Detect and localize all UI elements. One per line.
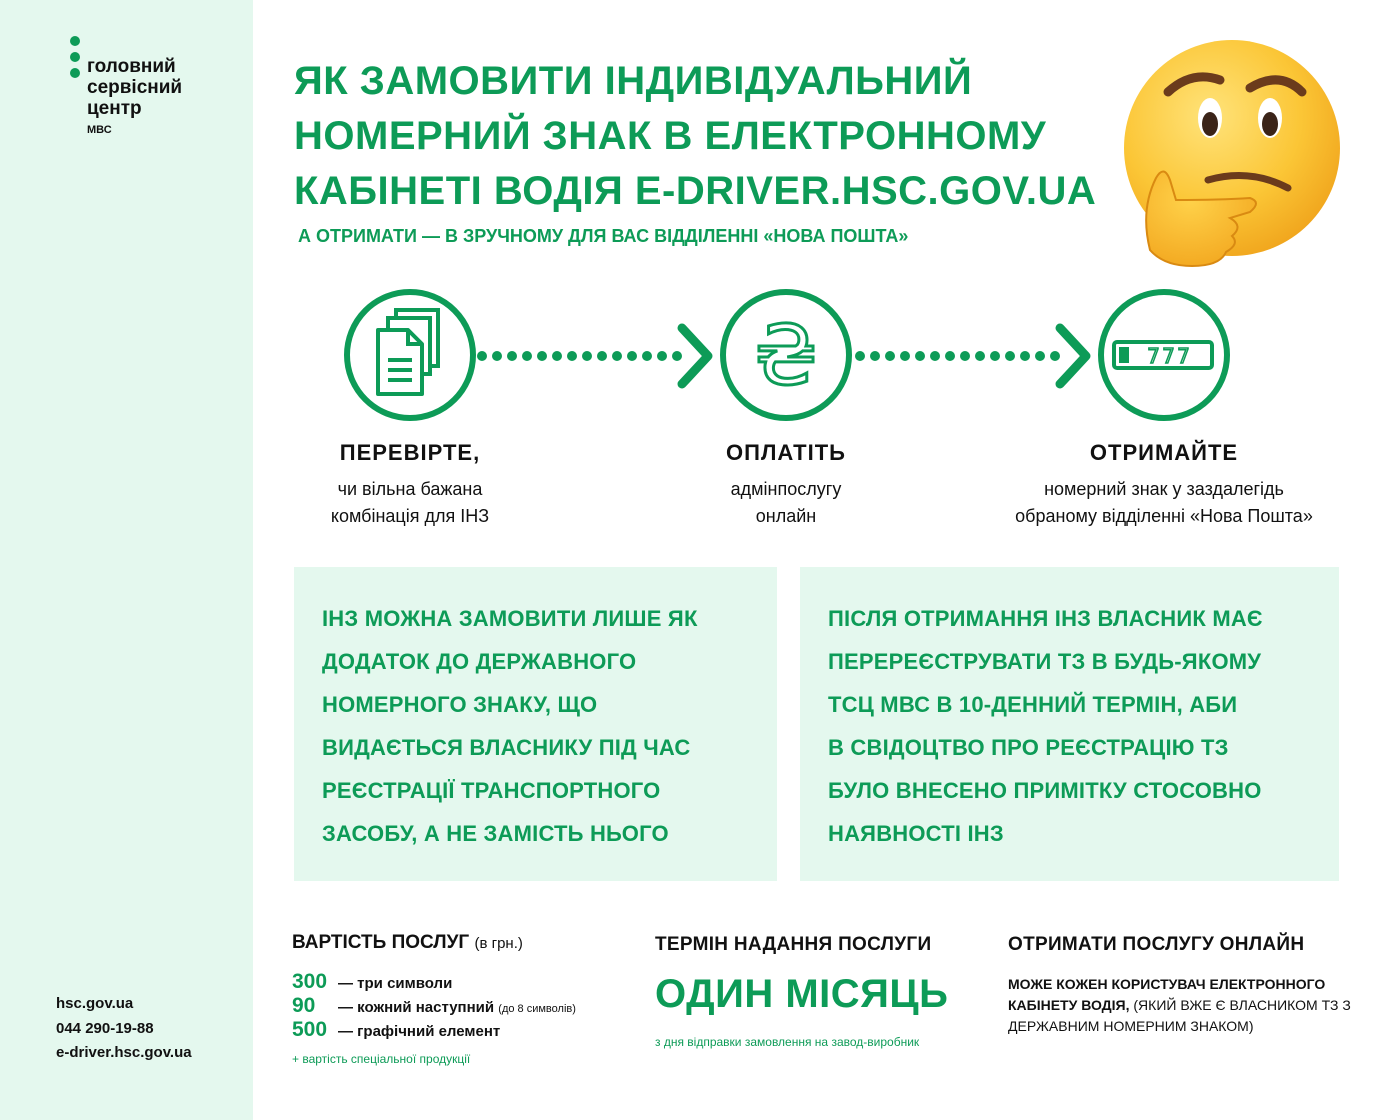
logo-line-2: сервісний <box>87 77 183 98</box>
cost-unit: (в грн.) <box>474 935 523 952</box>
term-note: з дня відправки замовлення на завод-виробник <box>655 1035 920 1049</box>
step-pay-line-2: онлайн <box>755 506 817 526</box>
step-check <box>300 440 520 530</box>
panel-left-line: ІНЗ МОЖНА ЗАМОВИТИ ЛИШЕ ЯК <box>322 606 698 631</box>
step-pay-title: ОПЛАТІТЬ <box>726 440 846 465</box>
step-1-documents-icon <box>347 292 473 418</box>
contact-cabinet-link[interactable]: e-driver.hsc.gov.ua <box>56 1044 192 1061</box>
contact-phone[interactable]: 044 290-19-88 <box>56 1019 154 1037</box>
logo-sub: МВС <box>87 124 112 136</box>
cost-title-text: ВАРТІСТЬ ПОСЛУГ <box>292 932 470 953</box>
panel-right-line: ПІСЛЯ ОТРИМАННЯ ІНЗ ВЛАСНИК МАЄ <box>828 606 1263 631</box>
panel-right-line: НАЯВНОСТІ ІНЗ <box>828 821 1004 846</box>
cost-row <box>292 994 622 1018</box>
contact-site-link[interactable]: hsc.gov.ua <box>56 995 134 1012</box>
cost-title <box>292 932 622 954</box>
title-line-2: НОМЕРНИЙ ЗНАК В ЕЛЕКТРОННОМУ <box>294 114 1047 158</box>
thinking-face-emoji-icon <box>1120 40 1345 270</box>
online-text-rest: (ЯКИЙ ВЖЕ Є ВЛАСНИКОМ ТЗ З ДЕРЖАВНИМ НОМЕРНИМ ЗНАКОМ) <box>1008 997 1351 1034</box>
step-pay-line-1: адмінпослугу <box>730 479 842 499</box>
panel-right-line: БУЛО ВНЕСЕНО ПРИМІТКУ СТОСОВНО <box>828 778 1262 803</box>
arrow-dots-2 <box>855 351 1060 361</box>
panel-left-line: ВИДАЄТЬСЯ ВЛАСНИКУ ПІД ЧАС <box>322 735 691 760</box>
cost-desc-small: (до 8 символів) <box>498 1003 576 1015</box>
step-check-line-1: чи вільна бажана <box>337 479 483 499</box>
logo-text <box>87 56 227 119</box>
step-pay <box>676 440 896 530</box>
term-section <box>655 934 975 1049</box>
title-line-1: ЯК ЗАМОВИТИ ІНДИВІДУАЛЬНИЙ <box>294 59 973 103</box>
cost-value: 300 <box>292 970 328 993</box>
term-title: ТЕРМІН НАДАННЯ ПОСЛУГИ <box>655 934 932 955</box>
contacts <box>56 992 192 1066</box>
step-receive-line-2: обраному відділенні «Нова Пошта» <box>1015 506 1313 526</box>
info-panel-right <box>800 567 1339 881</box>
page-subtitle: А ОТРИМАТИ — В ЗРУЧНОМУ ДЛЯ ВАС ВІДДІЛЕННІ «НОВА ПОШТА» <box>298 226 909 246</box>
step-check-title: ПЕРЕВІРТЕ, <box>339 440 481 465</box>
cost-desc: — графічний елемент <box>338 1023 501 1040</box>
panel-left-line: НОМЕРНОГО ЗНАКУ, ЩО <box>322 692 598 717</box>
panel-left-line: ДОДАТОК ДО ДЕРЖАВНОГО <box>322 649 637 674</box>
steps-diagram <box>330 280 1250 430</box>
logo-line-1: головний <box>87 56 176 77</box>
online-title: ОТРИМАТИ ПОСЛУГУ ОНЛАЙН <box>1008 934 1305 955</box>
panel-left-line: РЕЄСТРАЦІЇ ТРАНСПОРТНОГО <box>322 778 661 803</box>
term-value: ОДИН МІСЯЦЬ <box>655 972 949 1016</box>
panel-left-line: ЗАСОБУ, А НЕ ЗАМІСТЬ НЬОГО <box>322 821 669 846</box>
arrow-head-2-icon <box>1060 328 1086 384</box>
sidebar <box>0 0 253 1120</box>
panel-right-line: ТСЦ МВС В 10-ДЕННИЙ ТЕРМІН, АБИ <box>828 692 1238 717</box>
panel-right-line: В СВІДОЦТВО ПРО РЕЄСТРАЦІЮ ТЗ <box>828 735 1229 760</box>
cost-row <box>292 970 622 994</box>
cost-desc <box>338 999 576 1016</box>
cost-desc: — три символи <box>338 975 453 992</box>
cost-value: 90 <box>292 994 316 1017</box>
step-2-hryvnia-icon <box>723 292 849 418</box>
step-3-license-plate-icon <box>1101 292 1227 418</box>
title-line-3: КАБІНЕТІ ВОДІЯ E-DRIVER.HSC.GOV.UA <box>294 169 1097 213</box>
arrow-head-1-icon <box>682 328 708 384</box>
step-receive-line-1: номерний знак у заздалегідь <box>1044 479 1284 499</box>
panel-right-line: ПЕРЕРЕЄСТРУВАТИ ТЗ В БУДЬ-ЯКОМУ <box>828 649 1262 674</box>
page-title <box>294 54 1124 219</box>
plate-number: 777 <box>1147 344 1193 368</box>
info-panel-left <box>294 567 777 881</box>
step-receive <box>984 440 1344 530</box>
cost-desc-text: — кожний наступний <box>338 999 495 1016</box>
arrow-dots-1 <box>477 351 682 361</box>
online-text-bold: МОЖЕ КОЖЕН КОРИСТУВАЧ ЕЛЕКТРОННОГО КАБІНЕТУ ВОДІЯ, <box>1008 976 1326 1013</box>
online-text <box>1008 974 1368 1037</box>
step-receive-title: ОТРИМАЙТЕ <box>1089 440 1239 465</box>
cost-value: 500 <box>292 1018 328 1041</box>
hryvnia-symbol: ₴ <box>754 309 818 404</box>
online-section <box>1008 934 1368 1037</box>
cost-section <box>292 932 622 1066</box>
logo-line-3: центр <box>87 98 142 119</box>
cost-row <box>292 1018 622 1042</box>
logo-dots-icon <box>70 36 82 84</box>
step-check-line-2: комбінація для ІНЗ <box>330 506 490 526</box>
cost-note: + вартість спеціальної продукції <box>292 1052 471 1066</box>
